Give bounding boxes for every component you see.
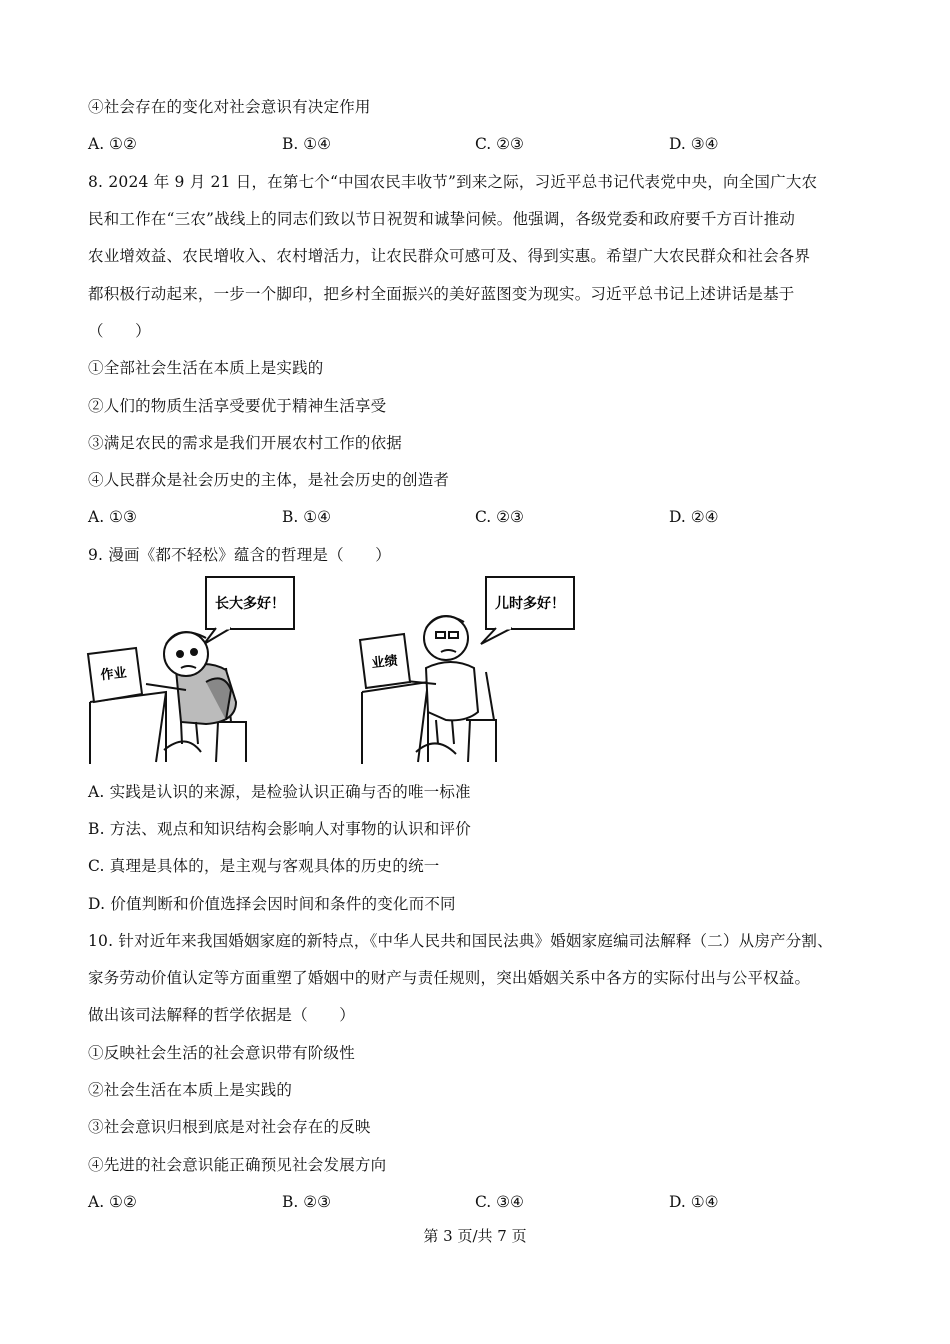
q10-stem-line-1: 10. 针对近年来我国婚姻家庭的新特点，《中华人民共和国民法典》婚姻家庭编司法解释（二）从房产分割、 bbox=[88, 932, 833, 950]
right-sign-text: 业绩 bbox=[370, 653, 399, 672]
q10-item-2: ②社会生活在本质上是实践的 bbox=[88, 1081, 293, 1099]
left-speech-bubble bbox=[204, 577, 294, 644]
q7-option-a: A. ①② bbox=[88, 135, 137, 153]
q8-answer-blank: （ ） bbox=[88, 322, 151, 340]
q10-option-b: B. ②③ bbox=[282, 1193, 332, 1211]
q8-options bbox=[88, 507, 888, 527]
left-desk bbox=[90, 692, 166, 764]
left-sign-text: 作业 bbox=[99, 665, 128, 684]
q9-option-c: C. 真理是具体的，是主观与客观具体的历史的统一 bbox=[88, 857, 440, 875]
q8-option-a: A. ①③ bbox=[88, 508, 137, 526]
q10-item-1: ①反映社会生活的社会意识带有阶级性 bbox=[88, 1044, 355, 1062]
q9-stem: 9. 漫画《都不轻松》蕴含的哲理是（ ） bbox=[88, 546, 391, 564]
q8-item-1: ①全部社会生活在本质上是实践的 bbox=[88, 359, 324, 377]
q10-option-d: D. ①④ bbox=[669, 1193, 719, 1211]
q10-option-c: C. ③④ bbox=[475, 1193, 524, 1211]
q9-option-a: A. 实践是认识的来源，是检验认识正确与否的唯一标准 bbox=[88, 783, 471, 801]
q10-options bbox=[88, 1192, 888, 1212]
q8-option-c: C. ②③ bbox=[475, 508, 524, 526]
q8-stem-line-4: 都积极行动起来，一步一个脚印，把乡村全面振兴的美好蓝图变为现实。习近平总书记上述讲话是基于 bbox=[88, 285, 795, 303]
right-bubble-text: 儿时多好！ bbox=[495, 596, 565, 612]
comic-left-panel bbox=[86, 572, 301, 767]
comic-right-panel bbox=[356, 572, 581, 767]
q8-item-4: ④人民群众是社会历史的主体，是社会历史的创造者 bbox=[88, 471, 450, 489]
right-sign bbox=[360, 634, 410, 688]
q7-item-4: ④社会存在的变化对社会意识有决定作用 bbox=[88, 98, 371, 116]
page-footer: 第 3 页/共 7 页 bbox=[423, 1227, 527, 1245]
left-sign bbox=[88, 648, 142, 702]
q10-item-3: ③社会意识归根到底是对社会存在的反映 bbox=[88, 1118, 371, 1136]
q10-stem-line-3: 做出该司法解释的哲学依据是（ ） bbox=[88, 1006, 355, 1024]
q10-item-4: ④先进的社会意识能正确预见社会发展方向 bbox=[88, 1156, 387, 1174]
q8-stem-line-2: 民和工作在“三农”战线上的同志们致以节日祝贺和诚挚问候。他强调，各级党委和政府要千方百计推动 bbox=[88, 210, 796, 228]
q8-item-3: ③满足农民的需求是我们开展农村工作的依据 bbox=[88, 434, 403, 452]
q7-option-d: D. ③④ bbox=[669, 135, 719, 153]
left-bubble-text: 长大多好！ bbox=[215, 596, 285, 612]
q8-stem-line-1: 8. 2024 年 9 月 21 日，在第七个“中国农民丰收节”到来之际，习近平总书记代表党中央，向全国广大农 bbox=[88, 173, 818, 191]
q8-item-2: ②人们的物质生活享受要优于精神生活享受 bbox=[88, 397, 387, 415]
q10-stem-line-2: 家务劳动价值认定等方面重塑了婚姻中的财产与责任规则，突出婚姻关系中各方的实际付出与公平权益。 bbox=[88, 969, 811, 987]
q8-option-d: D. ②④ bbox=[669, 508, 719, 526]
q9-option-b: B. 方法、观点和知识结构会影响人对事物的认识和评价 bbox=[88, 820, 471, 838]
right-speech-bubble bbox=[481, 577, 574, 644]
q7-option-b: B. ①④ bbox=[282, 135, 332, 153]
right-desk bbox=[362, 682, 428, 764]
q9-option-d: D. 价值判断和价值选择会因时间和条件的变化而不同 bbox=[88, 895, 456, 913]
q7-option-c: C. ②③ bbox=[475, 135, 524, 153]
q10-option-a: A. ①② bbox=[88, 1193, 137, 1211]
q7-options bbox=[88, 134, 888, 154]
q8-option-b: B. ①④ bbox=[282, 508, 332, 526]
q8-stem-line-3: 农业增效益、农民增收入、农村增活力，让农民群众可感可及、得到实惠。希望广大农民群众和社会各界 bbox=[88, 247, 811, 265]
